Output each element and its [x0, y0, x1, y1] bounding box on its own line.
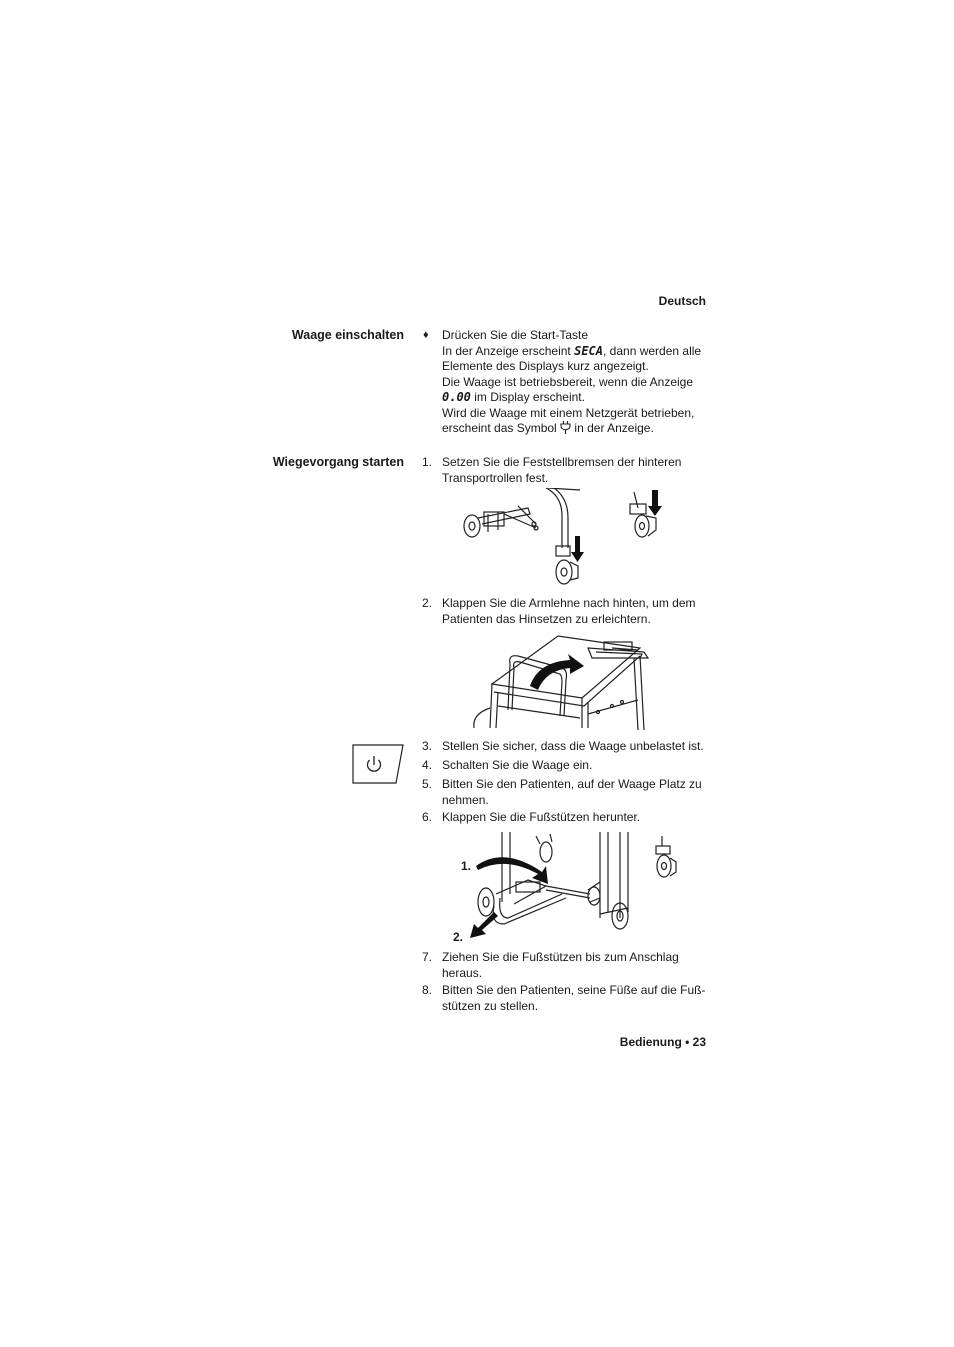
line: erscheint das Symbol in der Anzeige.: [442, 421, 707, 439]
figure-label-2: 2.: [453, 930, 464, 944]
power-button-icon: [352, 744, 404, 789]
castor-brake-illustration: [458, 488, 668, 586]
step-text: Bitten Sie den Patienten, seine Füße auf die Fuß- stützen zu stellen.: [442, 983, 706, 1013]
line: 0.00 im Display erscheint.: [442, 390, 585, 404]
step-text: Klappen Sie die Fußstützen herunter.: [442, 810, 641, 824]
heading-weighing: Wiegevorgang starten: [272, 455, 404, 469]
figure-label-1: 1.: [461, 859, 472, 873]
step-number: 8.: [422, 983, 433, 997]
display-zero-text: 0.00: [442, 390, 471, 404]
step-text: Bitten Sie den Patienten, auf der Waage Platz zu nehmen.: [442, 777, 702, 807]
step-number: 4.: [422, 758, 433, 772]
display-seca-text: SECA: [574, 343, 603, 358]
line: Wird die Waage mit einem Netzgerät betrieben,: [442, 405, 695, 420]
page-footer: Bedienung • 23: [619, 1035, 706, 1049]
step-text: Klappen Sie die Armlehne nach hinten, um dem Patienten das Hinsetzen zu erleichtern.: [442, 596, 696, 626]
step-text: Setzen Sie die Feststellbremsen der hinteren Transportrollen fest.: [442, 455, 682, 485]
line: Drücken Sie die Start-Taste: [442, 328, 589, 342]
line: Die Waage ist betriebsbereit, wenn die Anzeige: [442, 374, 694, 389]
line: Elemente des Displays kurz angezeigt.: [442, 359, 649, 373]
step-number: 2.: [422, 596, 433, 610]
armrest-fold-illustration: [462, 628, 672, 732]
heading-power-on: Waage einschalten: [291, 328, 404, 342]
step-number: 3.: [422, 739, 433, 753]
bullet-marker: ♦: [423, 329, 429, 341]
step-text: Stellen Sie sicher, dass die Waage unbelastet ist.: [442, 739, 704, 753]
step-text: Ziehen Sie die Fußstützen bis zum Anschlag heraus.: [442, 950, 679, 980]
power-on-text: [442, 328, 707, 439]
step-text: Schalten Sie die Waage ein.: [442, 758, 593, 772]
step-number: 6.: [422, 810, 433, 824]
line: In der Anzeige erscheint SECA, dann werden alle: [442, 343, 702, 358]
language-label: Deutsch: [658, 294, 706, 308]
step-number: 1.: [422, 455, 433, 469]
step-number: 7.: [422, 950, 433, 964]
footrest-fold-illustration: [470, 832, 685, 942]
step-number: 5.: [422, 777, 433, 791]
mains-plug-icon: [560, 421, 571, 439]
